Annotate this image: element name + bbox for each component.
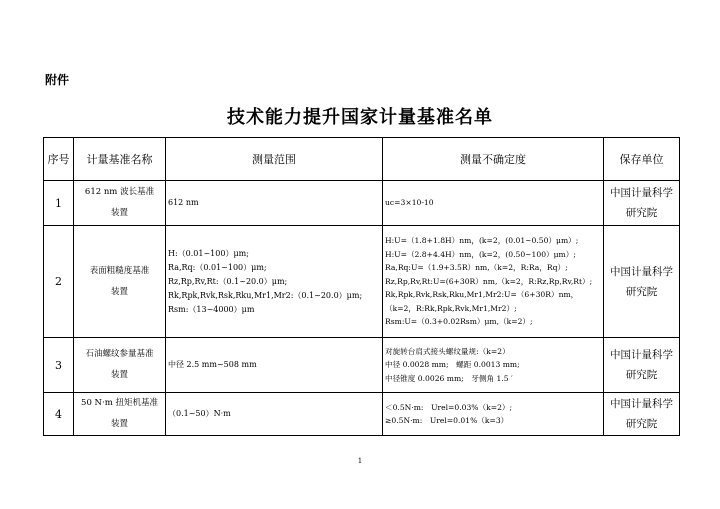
table-header-row — [44, 138, 680, 181]
range-line: 中径 2.5 mm~508 mm — [168, 360, 257, 369]
keeping-unit — [604, 393, 680, 436]
uncertainty-line: 对旋转台肩式接头螺纹量规:（k=2） — [385, 346, 510, 356]
header-uncertainty: 测量不确定度 — [383, 138, 604, 181]
uncertainty-line: （k=2，R:Rk,Rpk,Rvk,Mr1,Mr2）; — [385, 303, 517, 313]
table-row — [44, 393, 680, 436]
unit-line: 中国计量科学 — [610, 187, 673, 199]
table-row — [44, 226, 680, 338]
row-number: 3 — [44, 338, 74, 393]
unit-line: 中国计量科学 — [610, 265, 673, 278]
range-line: 612 nm — [168, 198, 199, 207]
attachment-label: 附件 — [45, 73, 70, 87]
name-line: 装置 — [110, 286, 128, 297]
keeping-unit — [604, 181, 680, 226]
benchmark-table — [43, 137, 680, 436]
benchmark-name — [74, 181, 166, 226]
header-name: 计量基准名称 — [74, 138, 166, 181]
uncertainty-line: H:U=（2.8+4.4H）nm，(k=2，(0.50~100）μm）; — [385, 249, 576, 259]
uncertainty-line: Rsm:U=（0.3+0.02Rsm）μm,（k=2）; — [385, 317, 533, 327]
row-number: 4 — [44, 393, 74, 436]
uncertainty-line: 中径 0.0028 mm; 螺距 0.0013 mm; — [385, 360, 520, 370]
unit-line: 研究院 — [625, 207, 658, 219]
header-unit: 保存单位 — [604, 138, 680, 181]
range-line: Rz,Rp,Rv,Rt:（0.1~20.0）μm; — [168, 276, 288, 286]
uncertainty-line: Rz,Rp,Rv,Rt:U=(6+30R）nm,（k=2，R:Rz,Rp,Rv,Rt）; — [385, 276, 593, 286]
benchmark-name — [74, 393, 166, 436]
measurement-range — [166, 181, 383, 226]
measurement-uncertainty — [383, 393, 604, 436]
unit-line: 研究院 — [625, 418, 658, 430]
range-line: （0.1~50）N·m — [168, 409, 231, 418]
measurement-uncertainty — [383, 338, 604, 393]
unit-line: 研究院 — [625, 369, 658, 381]
measurement-range — [166, 338, 383, 393]
uncertainty-line: Rk,Rpk,Rvk,Rsk,Rku,Mr1,Mr2:U=（6+30R）nm， — [385, 290, 579, 300]
unit-line: 中国计量科学 — [610, 349, 673, 361]
measurement-range — [166, 393, 383, 436]
range-line: H:（0.01~100）μm; — [168, 248, 249, 258]
page-title: 技术能力提升国家计量基准名单 — [227, 107, 493, 128]
range-line: Rk,Rpk,Rvk,Rsk,Rku,Mr1,Mr2:（0.1~20.0）μm; — [168, 290, 363, 300]
uncertainty-line: H:U=（1.8+1.8H）nm，(k=2，(0.01~0.50）μm）; — [385, 236, 579, 246]
table-row — [44, 338, 680, 393]
name-line: 50 N·m 扭矩机基准 — [81, 398, 158, 408]
benchmark-name — [74, 338, 166, 393]
uncertainty-line: 中径锥度 0.0026 mm; 牙侧角 1.5 ′ — [385, 373, 513, 383]
name-line: 表面粗糙度基准 — [89, 265, 150, 276]
name-line: 装置 — [110, 419, 128, 429]
measurement-range — [166, 226, 383, 338]
range-line: Ra,Rq:（0.01~100）μm; — [168, 262, 267, 272]
header-no: 序号 — [44, 138, 74, 181]
uncertainty-line: uc=3×10-10 — [385, 198, 434, 208]
measurement-uncertainty — [383, 226, 604, 338]
page-number: 1 — [357, 457, 363, 465]
benchmark-name — [74, 226, 166, 338]
table-row — [44, 181, 680, 226]
name-line: 石油螺纹参量基准 — [85, 349, 154, 359]
uncertainty-line: ＜0.5N·m: Urel=0.03%（k=2）; — [385, 402, 513, 412]
row-number: 1 — [44, 181, 74, 226]
keeping-unit — [604, 338, 680, 393]
name-line: 装置 — [110, 208, 128, 218]
keeping-unit — [604, 226, 680, 338]
name-line: 612 nm 波长基准 — [84, 187, 155, 197]
header-range: 测量范围 — [166, 138, 383, 181]
row-number: 2 — [44, 226, 74, 338]
uncertainty-line: ≥0.5N·m: Urel=0.01%（k=3） — [385, 416, 509, 425]
unit-line: 中国计量科学 — [610, 398, 673, 410]
range-line: Rsm:（13~4000）μm — [168, 304, 255, 314]
uncertainty-line: Ra,Rq:U=（1.9+3.5R）nm,（k=2，R:Ra，Rq）; — [385, 263, 568, 273]
unit-line: 研究院 — [625, 285, 658, 298]
name-line: 装置 — [110, 370, 128, 380]
measurement-uncertainty — [383, 181, 604, 226]
